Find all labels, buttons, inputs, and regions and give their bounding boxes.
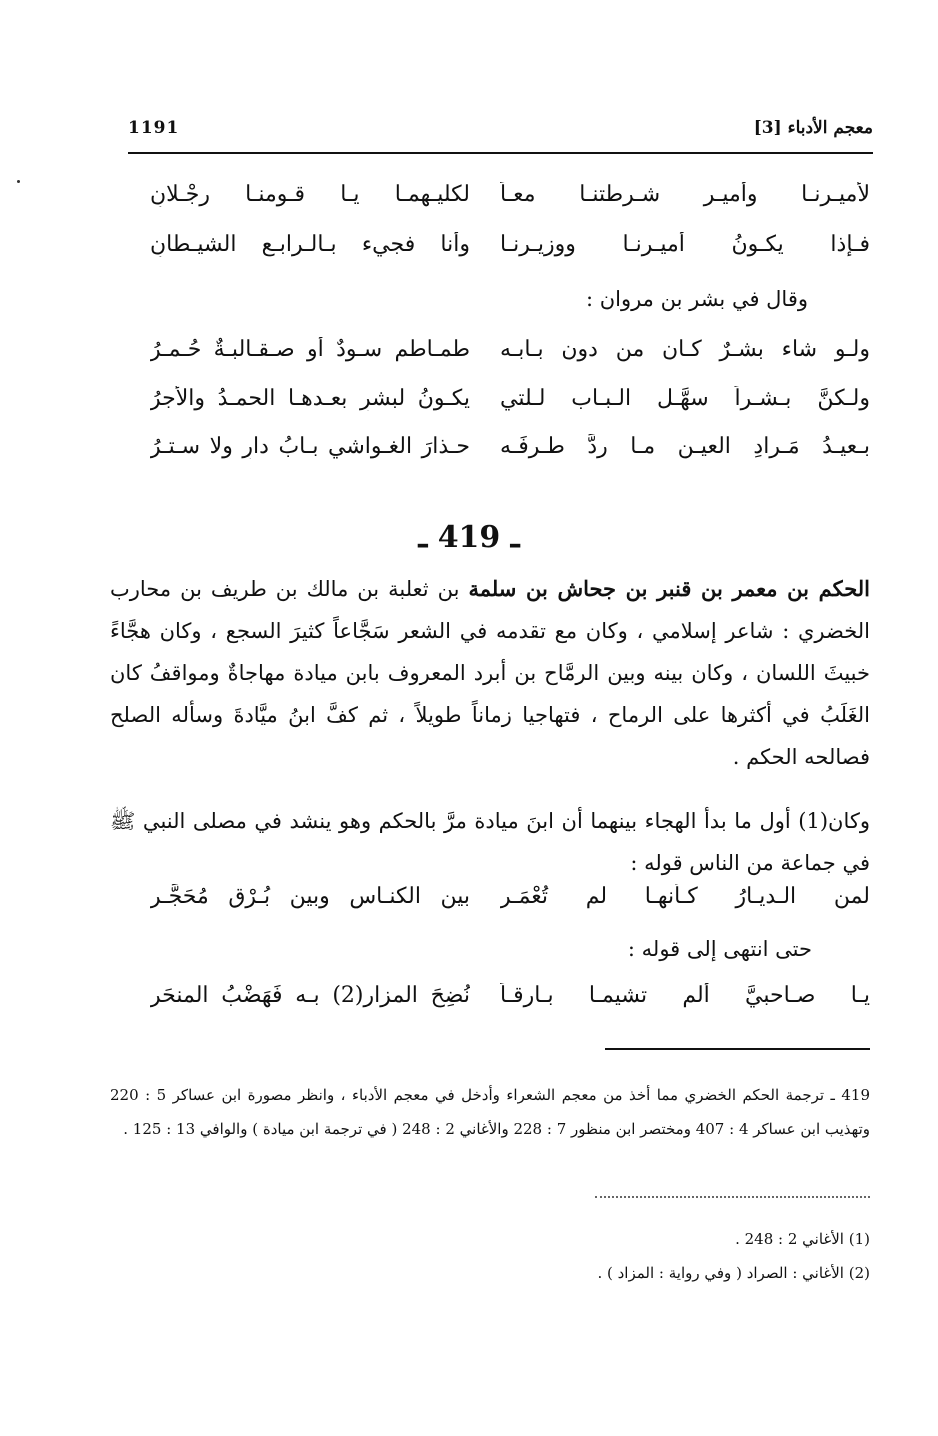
verse-line <box>110 386 870 426</box>
verse-line <box>110 232 870 272</box>
footnote-separator <box>605 1048 870 1050</box>
verse-second-hemistich: يكـونُ لبشرٍ بعـدهـا الحمـدُ والأجرُ <box>150 386 470 411</box>
verse-second-hemistich: وأنا فجيء بـالـرابـعِ الشيـطانِ <box>150 232 470 257</box>
verse-line <box>110 884 870 924</box>
biography-text: بن ثعلبة بن مالك بن طريف بن محارب الخضري : شاعر إسلامي ، وكان مع تقدمه في الشعر سَجَّاعاً كثيرَ السجع ، وكان هجَّاءً خبيثَ اللسان ، وكان بينه وبين الرمَّاح بن أبرد المعروف بابن ميادة مهاجاةٌ ومواقفُ كان الغَلَبُ في أكثرها على الرماح ، فتهاجيا زماناً طويلاً ، ثم كفَّ ابنُ ميَّادةَ وسأله الصلح فصالحه الحكم . <box>110 577 870 769</box>
dotted-separator <box>595 1196 870 1198</box>
page-header <box>128 112 873 154</box>
footnote-1: (1) الأغاني 2 : 248 . <box>735 1230 870 1248</box>
entry-number: ـ 419 ـ <box>418 520 520 555</box>
verse-second-hemistich: لكليـهمـا يـا قـومنـا رِجْـلانِ <box>150 182 470 207</box>
until-line: حتى انتهى إلى قوله : <box>627 937 812 961</box>
page-number: 1191 <box>128 118 180 138</box>
biography-paragraph <box>110 568 870 778</box>
verse-first-hemistich: بـعيـدُ مَـرادِ العيـنِ مـا ردَّ طـرفَـه <box>500 434 870 459</box>
verse-first-hemistich: فـإذا يكـونُ أميـرنـا ووزيـرنـا <box>500 232 870 257</box>
verse-line <box>110 182 870 222</box>
story-paragraph: وكان(1) أول ما بدأ الهجاء بينهما أن ابنَ ميادة مرَّ بالحكم وهو ينشد في مصلى النبي ﷺ في جماعة من الناس قوله : <box>110 809 870 875</box>
verse-first-hemistich: ولـكنَّ بـشـراً سهَّـل الـبـاب لـلتي <box>500 386 870 411</box>
verse-line <box>110 983 870 1023</box>
verse-second-hemistich: بين الكنـاسِ وبين بُـرْقِ مُحَجَّـرِ <box>150 884 470 909</box>
source-footnote: 419 ـ ترجمة الحكم الخضري مما أخذ من معجم الشعراء وأدخل في معجم الأدباء ، وانظر مصورة ابن عساكر 5 : 220 وتهذيب ابن عساكر 4 : 407 ومختصر ابن منظور 7 : 228 والأغاني 2 : 248 ( في ترجمة ابن ميادة ) والوافي 13 : 125 . <box>110 1086 871 1138</box>
verse-first-hemistich: ولـو شاء بشـرٌ كـان من دون بـابـه <box>500 337 870 362</box>
scan-speck <box>17 180 20 183</box>
intro-line: وقال في بشر بن مروان : <box>585 287 808 311</box>
verse-second-hemistich: حـذارَ الغـواشي بـابُ دارٍ ولا سـتـرُ <box>150 434 470 459</box>
verse-first-hemistich: لأميـرنـا وأميـرِ شـرطتنـا معـاً <box>500 182 870 207</box>
book-title: معجم الأدباء [3] <box>753 118 873 138</box>
verse-line <box>110 337 870 377</box>
subject-name: الحكم بن معمر بن قنبر بن جحاش بن سلمة <box>468 576 870 601</box>
verse-first-hemistich: يـا صـاحبيَّ ألم تشيمـا بـارقـاً <box>500 983 870 1008</box>
verse-first-hemistich: لمن الـديـارُ كـأنهـا لم تُعْمَـرِ <box>500 884 870 909</box>
verse-line <box>110 434 870 474</box>
verse-second-hemistich: طمـاطم سـودٌ أو صـقـالبـةٌ حُـمـرُ <box>150 337 470 362</box>
footnote-2: (2) الأغاني : الصراد ( وفي رواية : المزاد ) . <box>597 1264 870 1282</box>
verse-second-hemistich: نُضِحَ المزار(2) بـه فَهَضْبُ المنحَرِ <box>150 983 470 1008</box>
